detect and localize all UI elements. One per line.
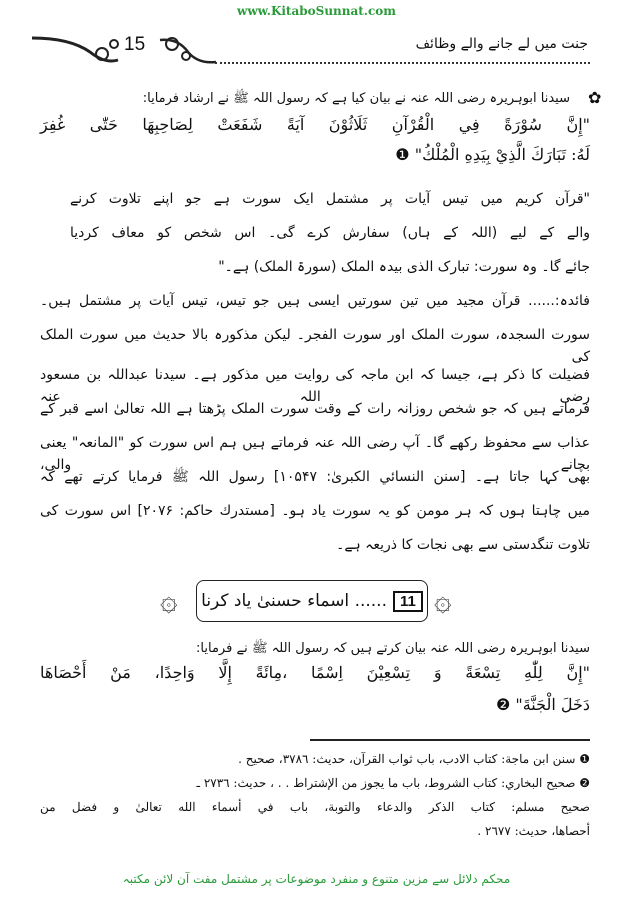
body-line: تلاوت تنگدستی سے بھی نجات کا ذریعہ ہے۔: [336, 537, 590, 553]
body-line: فضیلت کا ذکر ہے، جیسا کہ ابن ماجہ کی روایت میں مذکور ہے۔ سیدنا عبداللہ بن مسعود رضی اللہ عنہ: [40, 367, 590, 405]
arabic-line: "إِنَّ لِلّٰهِ تِسْعَةً وَ تِسْعِيْنَ اِسْمًا ،مِائَةً إِلَّا وَاحِدًا، مَنْ أَحْصَاهَا: [40, 663, 590, 682]
arabic-line: لَهُ: تَبَارَكَ الَّذِيْ بِيَدِهِ الْمُلْكُ" ❶: [395, 145, 590, 164]
page-number: 15: [124, 34, 146, 55]
translation-line: جائے گا۔ وہ سورت: تبارک الذی بیدہ الملک (سورۃ الملک) ہے۔": [218, 259, 590, 275]
section-number: 11: [393, 591, 423, 612]
body-line: سورت السجدہ، سورت الملک اور سورت الفجر۔ لیکن مذکورہ بالا حدیث میں سورت الملک کی: [40, 327, 590, 365]
arabic-line: دَخَلَ الْجَنَّةَ" ❷: [495, 695, 590, 714]
ornament-right-icon: [158, 30, 218, 70]
header-divider: [215, 62, 590, 64]
body-line: میں چاہتا ہوں کہ ہر مومن کو یہ سورت یاد ہو۔ [مستدرك حاكم: ۲۰۷۶] اس سورت کی: [40, 503, 591, 519]
hadith-intro: سیدنا ابوہریرہ رضی اللہ عنہ بیان کرتے ہیں کہ رسول اللہ ﷺ نے فرمایا:: [196, 641, 590, 656]
body-line: بھی کہا جاتا ہے۔ [سنن النسائي الكبرىٰ: ۱۰۵۴۷] رسول اللہ ﷺ فرمایا کرتے تھے کہ: [40, 469, 590, 485]
footnote: صحيح مسلم: كتاب الذكر والدعاء والتوبة، باب في أسماء الله تعالىٰ و فضل من: [40, 800, 590, 814]
footnote-separator: [310, 739, 590, 741]
translation-line: والے کے لیے (اللہ کے ہاں) سفارش کرے گی۔ اس شخص کو معاف کردیا: [70, 225, 590, 241]
footer-tagline: محکم دلائل سے مزین متنوع و منفرد موضوعات پر مشتمل مفت آن لائن مکتبہ: [122, 872, 511, 886]
ornament-left-icon: ۞: [160, 583, 178, 618]
arabic-line: "إِنَّ سُوْرَةً فِي الْقُرْآنِ ثَلَاثُوْنَ آيَةً شَفَعَتْ لِصَاحِبِهَا حَتّٰى غُفِرَ: [40, 115, 590, 134]
footnote: ❶ سنن ابن ماجة: كتاب الادب، باب ثواب القرآن، حديث: ۳۷۸٦، صحيح .: [238, 752, 590, 766]
site-url[interactable]: www.KitaboSunnat.com: [236, 4, 396, 18]
hadith-intro: سیدنا ابوہریرہ رضی اللہ عنہ نے بیان کیا ہے کہ رسول اللہ ﷺ نے ارشاد فرمایا:: [142, 91, 570, 106]
body-line: عذاب سے محفوظ رکھے گا۔ آپ رضی اللہ عنہ فرماتے ہیں ہم اس سورت کو "المانعہ" یعنی بچانے والی،: [40, 435, 590, 473]
body-line: فائدہ:...... قرآن مجید میں تین سورتیں ایسی ہیں جو تیس، تیس آیات پر مشتمل ہیں۔: [40, 293, 590, 309]
translation-line: "قرآن کریم میں تیس آیات پر مشتمل ایک سورت ہے جو اپنے تلاوت کرنے: [70, 191, 590, 207]
ornament-right-icon: ۞: [434, 583, 452, 618]
section-title: ...... اسماء حسنیٰ یاد کرنا: [201, 591, 387, 611]
running-title: جنت میں لے جانے والے وظائف: [415, 36, 588, 52]
footnote: أحصاها، حديث: ۲٦۷۷ .: [477, 824, 590, 838]
section-heading: [196, 580, 428, 622]
footnote: ❷ صحيح البخاري: كتاب الشروط، باب ما يجوز من الإشتراط . . ، حديث: ۲۷۳٦ ـ: [196, 776, 590, 790]
body-line: فرماتے ہیں کہ جو شخص روزانہ رات کے وقت سورت الملک پڑھتا ہے اللہ تعالیٰ اسے قبر کے: [40, 401, 590, 417]
flower-bullet-icon: ✿: [588, 88, 602, 107]
ornament-left-icon: [30, 30, 120, 70]
